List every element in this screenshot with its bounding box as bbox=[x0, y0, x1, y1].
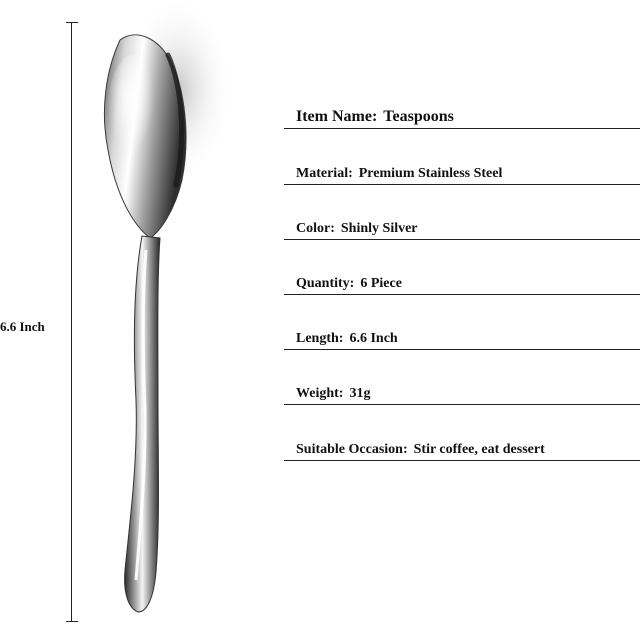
dimension-label: 6.6 Inch bbox=[0, 317, 45, 337]
spec-label: Quantity: bbox=[296, 276, 355, 291]
spec-row-color bbox=[284, 211, 640, 240]
spec-label: Weight: bbox=[296, 386, 344, 401]
spec-label: Length: bbox=[296, 331, 344, 346]
dimension-line bbox=[71, 22, 72, 622]
spec-label: Suitable Occasion: bbox=[296, 442, 408, 457]
spec-row-weight bbox=[284, 376, 640, 405]
spec-row-suitable-occasion bbox=[284, 432, 640, 461]
spec-value: Stir coffee, eat dessert bbox=[413, 442, 545, 457]
spec-value: 6.6 Inch bbox=[349, 331, 398, 346]
spec-list bbox=[284, 0, 640, 628]
spec-value: Shinly Silver bbox=[340, 221, 418, 236]
spec-label: Item Name: bbox=[296, 108, 378, 125]
spec-row-length bbox=[284, 321, 640, 350]
dimension-cap-top bbox=[66, 22, 78, 23]
spec-row-material bbox=[284, 156, 640, 185]
dimension-cap-bottom bbox=[66, 621, 78, 622]
spec-value: Premium Stainless Steel bbox=[358, 166, 503, 181]
spec-label: Color: bbox=[296, 221, 335, 236]
dimension-indicator bbox=[0, 0, 90, 628]
spec-row-quantity bbox=[284, 266, 640, 295]
spec-label: Material: bbox=[296, 166, 353, 181]
spec-value: Teaspoons bbox=[383, 108, 454, 125]
spoon-image bbox=[78, 0, 228, 628]
spec-value: 31g bbox=[349, 386, 371, 401]
spec-row-item-name bbox=[284, 100, 640, 129]
spec-value: 6 Piece bbox=[360, 276, 402, 291]
